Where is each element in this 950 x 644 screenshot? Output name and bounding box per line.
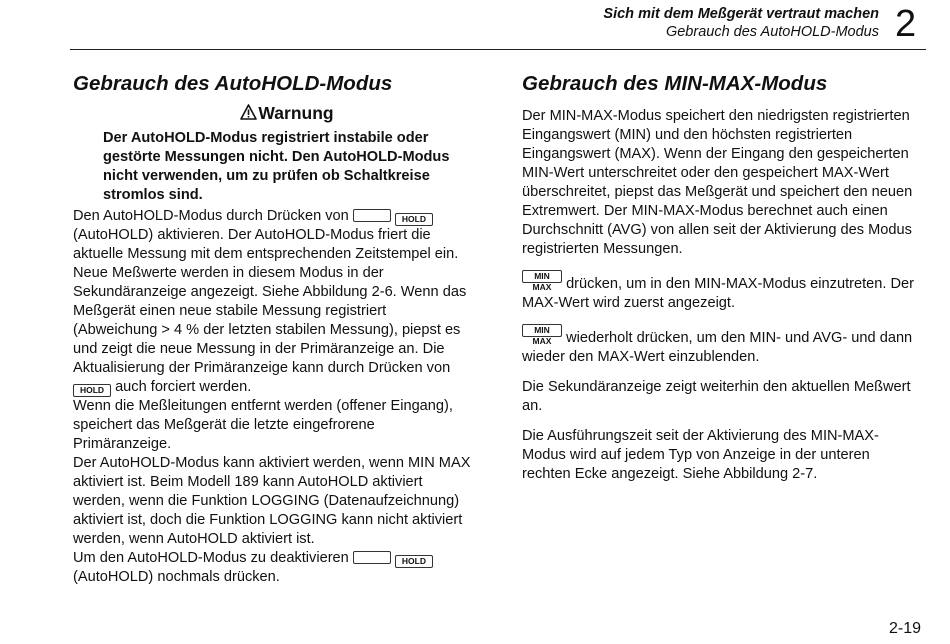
hold-key-icon: HOLD — [73, 384, 111, 397]
autohold-p1-text-c: auch forciert werden. — [115, 379, 252, 395]
autohold-p4-text-b: (AutoHOLD) nochmals drücken. — [73, 569, 280, 585]
left-column — [73, 70, 471, 587]
minmax-paragraph-1: Der MIN-MAX-Modus speichert den niedrigsten registrierten Eingangswert (MIN) und den höchsten registrierten Eingangswert (MAX). Wenn der Eingang den gespeicherten MIN-Wert unterschreitet oder den gespeichert MAX-Wert überschreitet, piepst das Meßgerät und speichert den neuen Extremwert. Der MIN-MAX-Modus berechnet auch einen Durchschnitt (AVG) von allen seit der Aktivierung des Modus registrierten Messungen. — [522, 108, 913, 257]
warning-title: Warnung — [258, 103, 334, 123]
minmax-paragraph-2 — [522, 270, 922, 313]
minmax-p3-text: wiederholt drücken, um den MIN- und AVG- und dann wieder den MAX-Wert einzublenden. — [522, 330, 913, 365]
autohold-p1-text-b: (AutoHOLD) aktivieren. Der AutoHOLD-Modus friert die aktuelle Messung mit dem entsprechenden Zeitstempel ein. Neue Meßwerte werden in diesem Modus in der Sekundäranzeige angezeigt. Siehe Abbildung 2-6. Wenn das Meßgerät einen neue stabile Messung registriert (Abweichung > 4 % der letzten stabilen Messung), piepst es und zeigt die neue Messung in der Primäranzeige an. Die Aktualisierung der Primäranzeige kann durch Drücken von — [73, 227, 467, 376]
warning-text: Der AutoHOLD-Modus registriert instabile oder gestörte Messungen nicht. Den AutoHOLD-Modus nicht verwenden, um zu prüfen ob Schaltkreise stromlos sind. — [103, 130, 450, 203]
minmax-paragraph-4: Die Sekundäranzeige zeigt weiterhin den aktuellen Meßwert an. — [522, 379, 911, 414]
autohold-paragraph-2: Wenn die Meßleitungen entfernt werden (offener Eingang), speichert das Meßgerät die letzte eingefrorene Primäranzeige. — [73, 398, 453, 452]
hold-key-icon: HOLD — [395, 213, 433, 226]
warning-heading — [103, 102, 471, 125]
autohold-paragraph-1 — [73, 207, 471, 397]
chapter-number: 2 — [895, 3, 917, 45]
blank-key-icon — [353, 551, 391, 564]
minmax-key-icon: MIN MAX — [522, 270, 562, 283]
header-title: Sich mit dem Meßgerät vertraut machen — [603, 6, 879, 22]
autohold-p4-text-a: Um den AutoHOLD-Modus zu deaktivieren — [73, 550, 349, 566]
running-header — [603, 5, 879, 42]
page-number: 2-19 — [888, 620, 921, 637]
autohold-paragraph-4 — [73, 549, 471, 587]
right-column — [522, 70, 922, 495]
hold-key-icon: HOLD — [395, 555, 433, 568]
minmax-paragraph-3 — [522, 324, 922, 367]
minmax-key-icon: MIN MAX — [522, 324, 562, 337]
autohold-paragraph-3: Der AutoHOLD-Modus kann aktiviert werden, wenn MIN MAX aktiviert ist. Beim Modell 189 kann AutoHOLD aktiviert werden, wenn die Funktion LOGGING (Datenaufzeichnung) aktiviert ist, doch die Funktion LOGGING kann nicht aktiviert werden, wenn AutoHOLD aktiviert ist. — [73, 455, 471, 547]
minmax-p2-text: drücken, um in den MIN-MAX-Modus einzutreten. Der MAX-Wert wird zuerst angezeigt. — [522, 276, 915, 311]
section-heading-autohold: Gebrauch des AutoHOLD-Modus — [73, 72, 393, 95]
autohold-p1-text-a: Den AutoHOLD-Modus durch Drücken von — [73, 208, 349, 224]
minmax-paragraph-5: Die Ausführungszeit seit der Aktivierung des MIN-MAX-Modus wird auf jedem Typ von Anzeige in der unteren rechten Ecke angezeigt. Siehe Abbildung 2-7. — [522, 428, 879, 482]
section-heading-minmax: Gebrauch des MIN-MAX-Modus — [522, 72, 828, 95]
blank-key-icon — [353, 209, 391, 222]
header-divider — [70, 49, 926, 50]
warning-triangle-icon — [240, 103, 257, 125]
header-subtitle: Gebrauch des AutoHOLD-Modus — [665, 24, 879, 40]
